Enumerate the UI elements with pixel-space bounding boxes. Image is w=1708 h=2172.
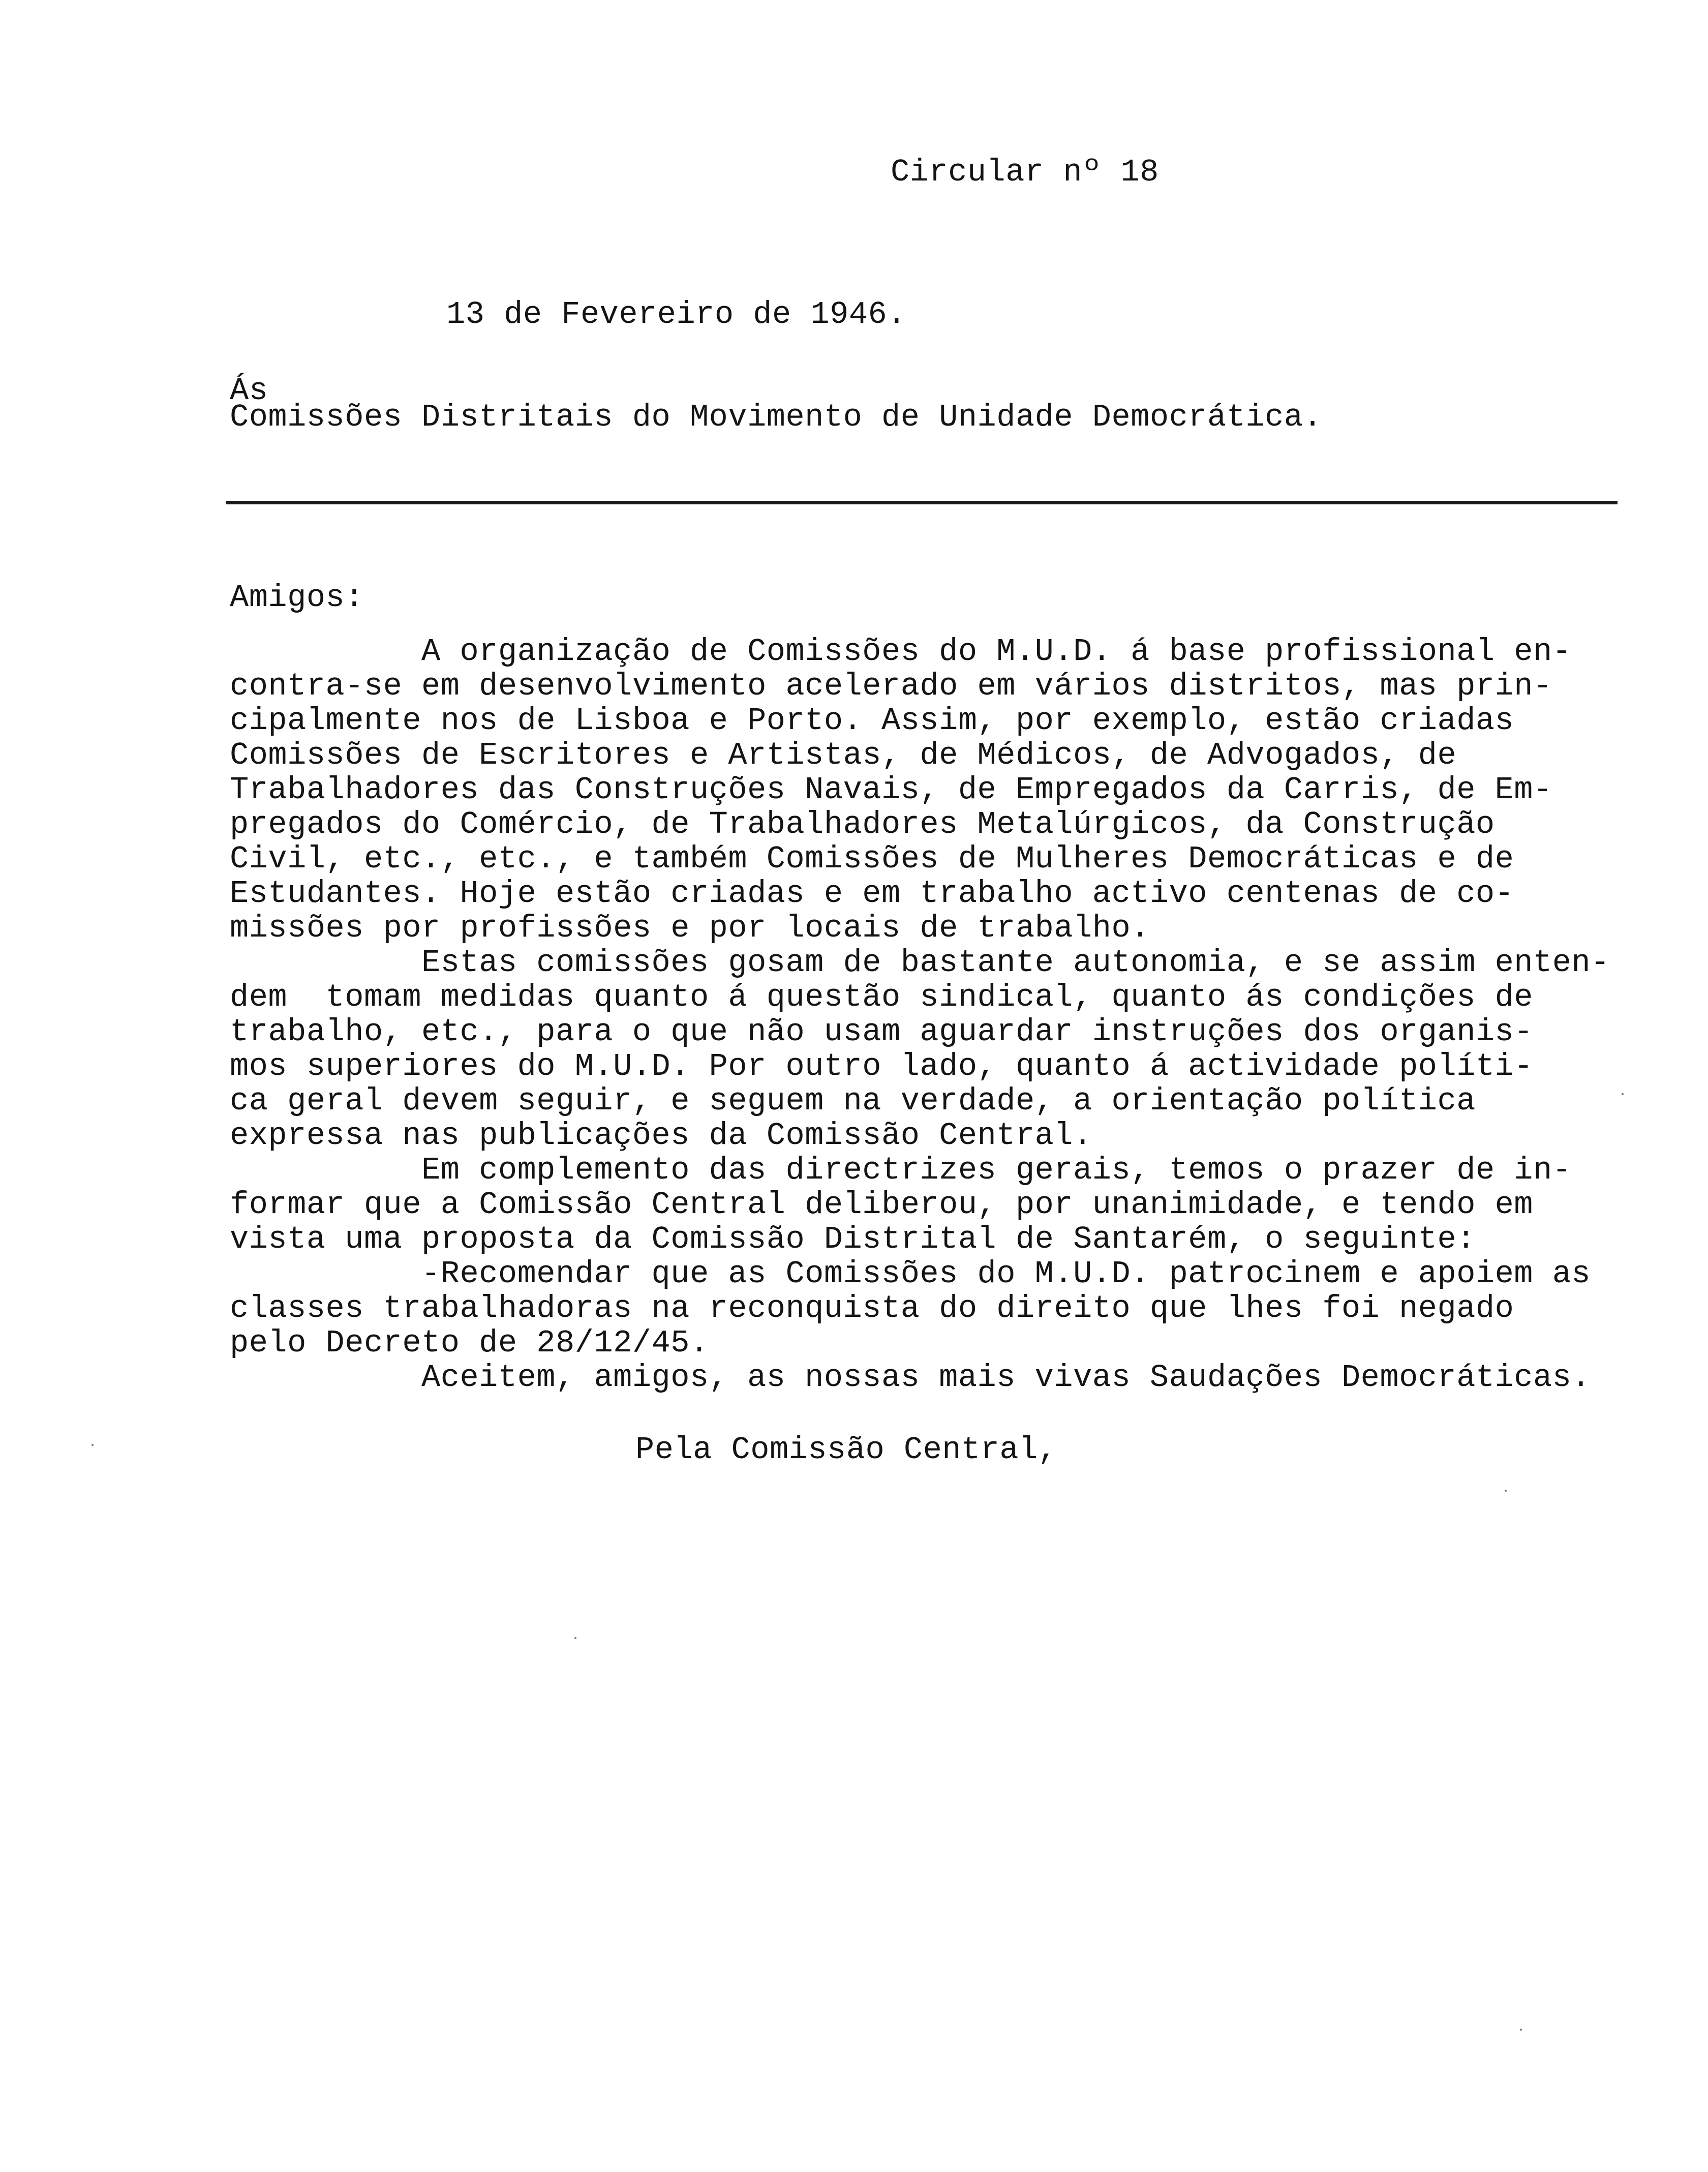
body-line: Em complemento das directrizes gerais, temos o prazer de in-: [230, 1152, 1572, 1188]
body-line: -Recomendar que as Comissões do M.U.D. patrocinem e apoiem as: [230, 1256, 1591, 1292]
scan-speck: [1520, 2029, 1522, 2031]
recipient-line: Comissões Distritais do Movimento de Unidade Democrática.: [230, 399, 1323, 435]
body-line: Estudantes. Hoje estão criadas e em trabalho activo centenas de co-: [230, 876, 1514, 912]
salutation: Amigos:: [230, 580, 364, 616]
body-line: expressa nas publicações da Comissão Central.: [230, 1118, 1092, 1154]
scan-speck: [1622, 1093, 1624, 1095]
signature-line: Pela Comissão Central,: [635, 1432, 1057, 1468]
body-line: A organização de Comissões do M.U.D. á base profissional en-: [230, 634, 1572, 670]
body-line: Civil, etc., etc., e também Comissões de Mulheres Democráticas e de: [230, 841, 1514, 877]
scan-speck: [92, 1444, 94, 1446]
letter-date: 13 de Fevereiro de 1946.: [446, 296, 906, 333]
body-line: cipalmente nos de Lisboa e Porto. Assim, por exemplo, estão criadas: [230, 703, 1514, 739]
body-line: classes trabalhadoras na reconquista do direito que lhes foi negado: [230, 1290, 1514, 1326]
body-line: missões por profissões e por locais de trabalho.: [230, 910, 1150, 946]
scan-speck: [1505, 1490, 1507, 1492]
body-line: trabalho, etc., para o que não usam aguardar instruções dos organis-: [230, 1014, 1534, 1050]
recipient-prefix: Ás: [230, 373, 268, 409]
body-line: Aceitem, amigos, as nossas mais vivas Saudações Democráticas.: [230, 1360, 1591, 1396]
body-line: vista uma proposta da Comissão Distrital de Santarém, o seguinte:: [230, 1221, 1476, 1257]
body-line: Comissões de Escritores e Artistas, de Médicos, de Advogados, de: [230, 737, 1457, 773]
scan-speck: [574, 1637, 576, 1639]
body-line: formar que a Comissão Central deliberou, por unanimidade, e tendo em: [230, 1187, 1534, 1223]
body-line: Trabalhadores das Construções Navais, de Empregados da Carris, de Em-: [230, 772, 1552, 808]
body-line: pregados do Comércio, de Trabalhadores Metalúrgicos, da Construção: [230, 806, 1495, 842]
horizontal-rule: [226, 501, 1618, 504]
circular-number: Circular nº 18: [891, 154, 1159, 190]
body-line: contra-se em desenvolvimento acelerado em vários distritos, mas prin-: [230, 668, 1552, 704]
body-line: Estas comissões gosam de bastante autonomia, e se assim enten-: [230, 945, 1610, 981]
body-line: mos superiores do M.U.D. Por outro lado, quanto á actividade políti-: [230, 1048, 1534, 1084]
body-line: pelo Decreto de 28/12/45.: [230, 1325, 709, 1361]
body-line: dem tomam medidas quanto á questão sindical, quanto ás condições de: [230, 979, 1534, 1015]
body-line: ca geral devem seguir, e seguem na verdade, a orientação política: [230, 1083, 1476, 1119]
